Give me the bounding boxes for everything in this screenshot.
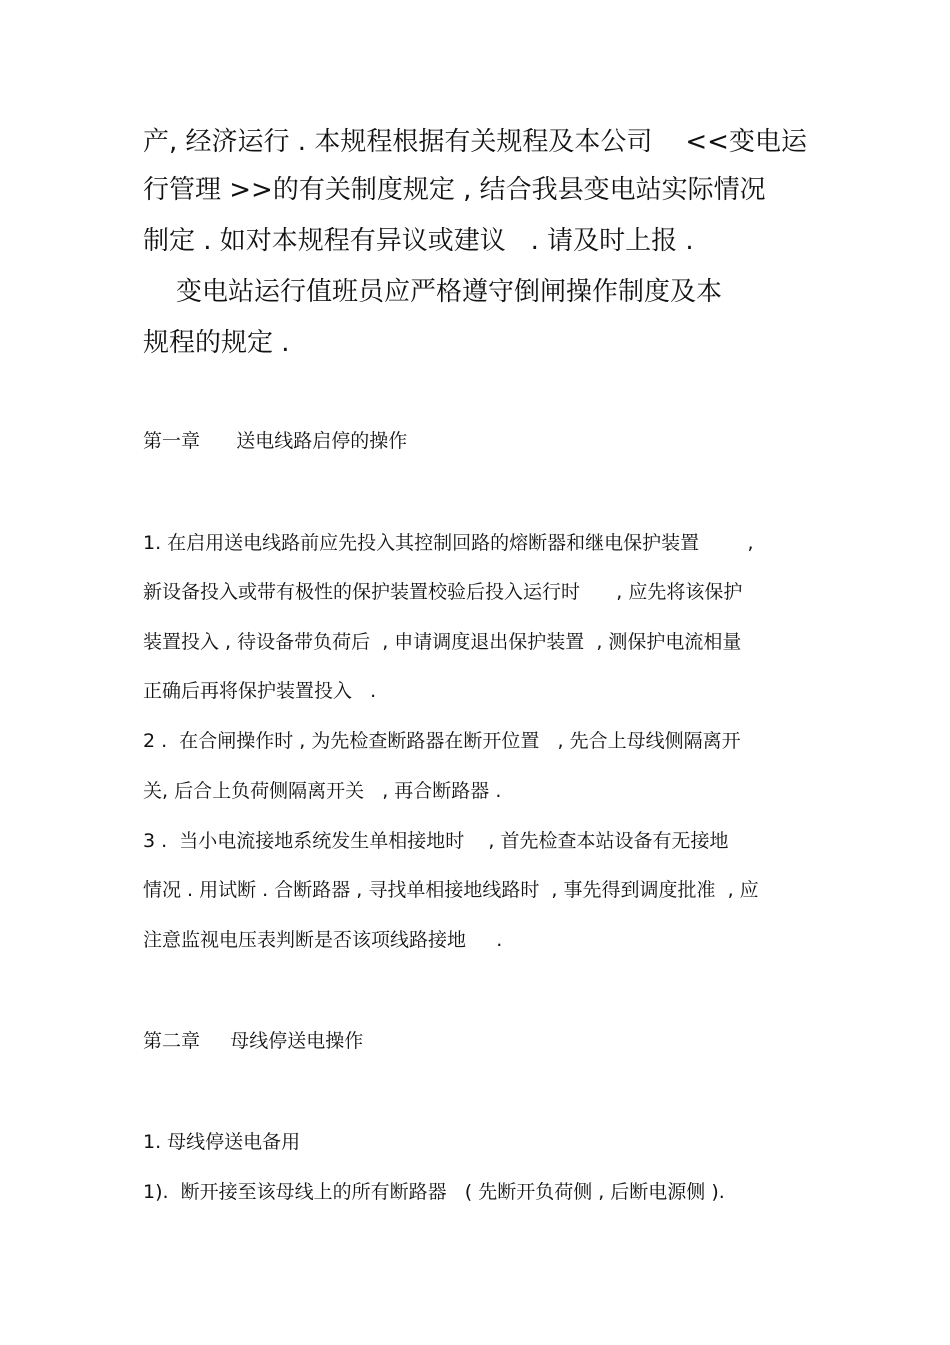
intro-line: 变电站运行值班员应严格遵守倒闸操作制度及本 [143, 277, 723, 307]
intro-line: 产, 经济运行 . 本规程根据有关规程及本公司 <<变电运 [143, 127, 807, 157]
paragraph-line: 1). 断开接至该母线上的所有断路器 ( 先断开负荷侧 , 后断电源侧 ). [143, 1181, 725, 1203]
paragraph-line: 3 . 当小电流接地系统发生单相接地时 , 首先检查本站设备有无接地 [143, 830, 729, 852]
paragraph-line: 2 . 在合闸操作时 , 为先检查断路器在断开位置 , 先合上母线侧隔离开 [143, 730, 741, 752]
chapter-heading: 第一章 送电线路启停的操作 [143, 430, 408, 452]
paragraph-line: 正确后再将保护装置投入 . [143, 680, 377, 702]
paragraph-line: 关, 后合上负荷侧隔离开关 , 再合断路器 . [143, 780, 502, 802]
paragraph-line: 情况 . 用试断 . 合断路器 , 寻找单相接地线路时 , 事先得到调度批准 , 应 [143, 879, 759, 901]
intro-line: 制定 . 如对本规程有异议或建议 . 请及时上报 . [143, 226, 694, 256]
paragraph-line: 装置投入 , 待设备带负荷后 , 申请调度退出保护装置 , 测保护电流相量 [143, 631, 742, 653]
intro-line: 行管理 >>的有关制度规定 , 结合我县变电站实际情况 [143, 175, 766, 205]
paragraph-line: 注意监视电压表判断是否该项线路接地 . [143, 929, 503, 951]
paragraph-line: 1. 在启用送电线路前应先投入其控制回路的熔断器和继电保护装置 , [143, 532, 754, 554]
chapter-heading: 第二章 母线停送电操作 [143, 1030, 364, 1052]
intro-line: 规程的规定 . [143, 328, 290, 358]
paragraph-line: 新设备投入或带有极性的保护装置校验后投入运行时 , 应先将该保护 [143, 581, 743, 603]
paragraph-line: 1. 母线停送电备用 [143, 1131, 301, 1153]
